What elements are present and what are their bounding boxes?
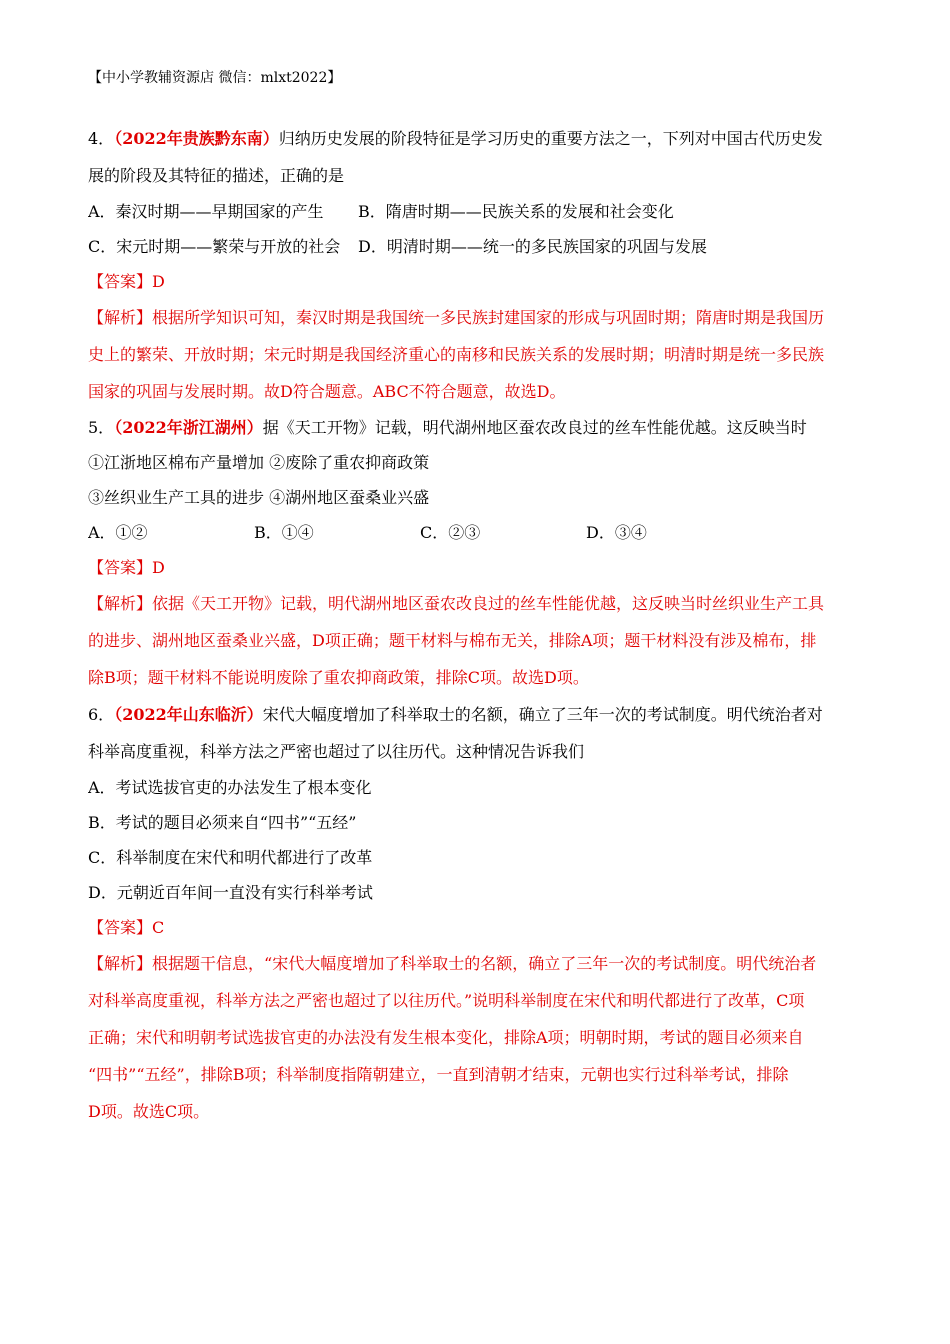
stem-text: 据《天工开物》记载，明代湖州地区蚕农改良过的丝车性能优越。这反映当时 bbox=[262, 418, 807, 437]
question-number: 4． bbox=[88, 129, 115, 148]
analysis-text: 正确；宋代和明朝考试选拔官吏的办法没有发生根本变化，排除A项；明朝时期，考试的题目必须来自 bbox=[88, 1028, 804, 1047]
stem-text: 展的阶段及其特征的描述，正确的是 bbox=[88, 166, 345, 185]
option-a: A．考试选拔官吏的办法发生了根本变化 bbox=[88, 778, 372, 797]
question-source: （2022年浙江湖州） bbox=[114, 418, 263, 437]
option-a: A．秦汉时期——早期国家的产生 bbox=[88, 202, 324, 221]
answer-value: D bbox=[152, 558, 165, 577]
option-d: D．明清时期——统一的多民族国家的巩固与发展 bbox=[358, 237, 707, 256]
question-stem bbox=[88, 410, 860, 445]
option-b: B．考试的题目必须来自“四书”“五经” bbox=[88, 813, 357, 832]
analysis-text: 根据题干信息，“宋代大幅度增加了科举取士的名额，确立了三年一次的考试制度。明代统治者 bbox=[152, 954, 817, 973]
option-d: D．③④ bbox=[586, 523, 647, 542]
analysis bbox=[88, 945, 860, 982]
answer-label: 【答案】 bbox=[88, 272, 153, 291]
option-row bbox=[88, 515, 860, 550]
analysis-text: 根据所学知识可知，秦汉时期是我国统一多民族封建国家的形成与巩固时期；隋唐时期是我国历 bbox=[152, 308, 825, 327]
option-c: C．宋元时期——繁荣与开放的社会 bbox=[88, 237, 341, 256]
answer-label: 【答案】 bbox=[88, 558, 153, 577]
analysis-text: 对科举高度重视，科举方法之严密也超过了以往历代。”说明科举制度在宋代和明代都进行了改革，C项 bbox=[88, 991, 805, 1010]
option-c: C．科举制度在宋代和明代都进行了改革 bbox=[88, 848, 373, 867]
option-a: A．①② bbox=[88, 523, 148, 542]
answer bbox=[88, 264, 860, 299]
question-6 bbox=[88, 696, 860, 1130]
question-number: 6． bbox=[88, 705, 115, 724]
analysis-text: 的进步、湖州地区蚕桑业兴盛，D项正确；题干材料与棉布无关，排除A项；题干材料没有涉及棉布，排 bbox=[88, 631, 817, 650]
option-c: C．②③ bbox=[420, 523, 481, 542]
question-5 bbox=[88, 410, 860, 696]
analysis bbox=[88, 585, 860, 622]
analysis-text: 除B项；题干材料不能说明废除了重农抑商政策，排除C项。故选D项。 bbox=[88, 668, 589, 687]
analysis-text: D项。故选C项。 bbox=[88, 1102, 210, 1121]
answer bbox=[88, 910, 860, 945]
stem-text: 科举高度重视，科举方法之严密也超过了以往历代。这种情况告诉我们 bbox=[88, 742, 585, 761]
analysis-text: “四书”“五经”，排除B项；科举制度指隋朝建立，一直到清朝才结束，元朝也实行过科举考试，排除 bbox=[88, 1065, 789, 1084]
statement-row: ③丝织业生产工具的进步 ④湖州地区蚕桑业兴盛 bbox=[88, 488, 430, 507]
analysis-text: 国家的巩固与发展时期。故D符合题意。ABC不符合题意，故选D。 bbox=[88, 382, 566, 401]
document-body bbox=[88, 120, 860, 1130]
question-source: （2022年贵族黔东南） bbox=[114, 129, 279, 148]
analysis-label: 【解析】 bbox=[88, 594, 153, 613]
answer-value: C bbox=[152, 918, 165, 937]
analysis-text: 依据《天工开物》记载，明代湖州地区蚕农改良过的丝车性能优越，这反映当时丝织业生产工具 bbox=[152, 594, 825, 613]
answer bbox=[88, 550, 860, 585]
question-source: （2022年山东临沂） bbox=[114, 705, 263, 724]
question-stem bbox=[88, 120, 860, 157]
option-row bbox=[88, 194, 860, 229]
analysis-text: 史上的繁荣、开放时期；宋元时期是我国经济重心的南移和民族关系的发展时期；明清时期是统一多民族 bbox=[88, 345, 825, 364]
analysis-label: 【解析】 bbox=[88, 308, 153, 327]
option-d: D．元朝近百年间一直没有实行科举考试 bbox=[88, 883, 373, 902]
option-b: B．隋唐时期——民族关系的发展和社会变化 bbox=[358, 202, 674, 221]
option-b: B．①④ bbox=[254, 523, 314, 542]
page-header: 【中小学教辅资源店 微信：mlxt2022】 bbox=[88, 70, 342, 86]
question-number: 5． bbox=[88, 418, 115, 437]
answer-label: 【答案】 bbox=[88, 918, 153, 937]
option-row bbox=[88, 229, 860, 264]
question-stem bbox=[88, 696, 860, 733]
question-4 bbox=[88, 120, 860, 410]
answer-value: D bbox=[152, 272, 165, 291]
stem-text: 宋代大幅度增加了科举取士的名额，确立了三年一次的考试制度。明代统治者对 bbox=[262, 705, 823, 724]
stem-text: 归纳历史发展的阶段特征是学习历史的重要方法之一，下列对中国古代历史发 bbox=[278, 129, 823, 148]
statement-row: ①江浙地区棉布产量增加 ②废除了重农抑商政策 bbox=[88, 453, 430, 472]
analysis-label: 【解析】 bbox=[88, 954, 153, 973]
analysis bbox=[88, 299, 860, 336]
